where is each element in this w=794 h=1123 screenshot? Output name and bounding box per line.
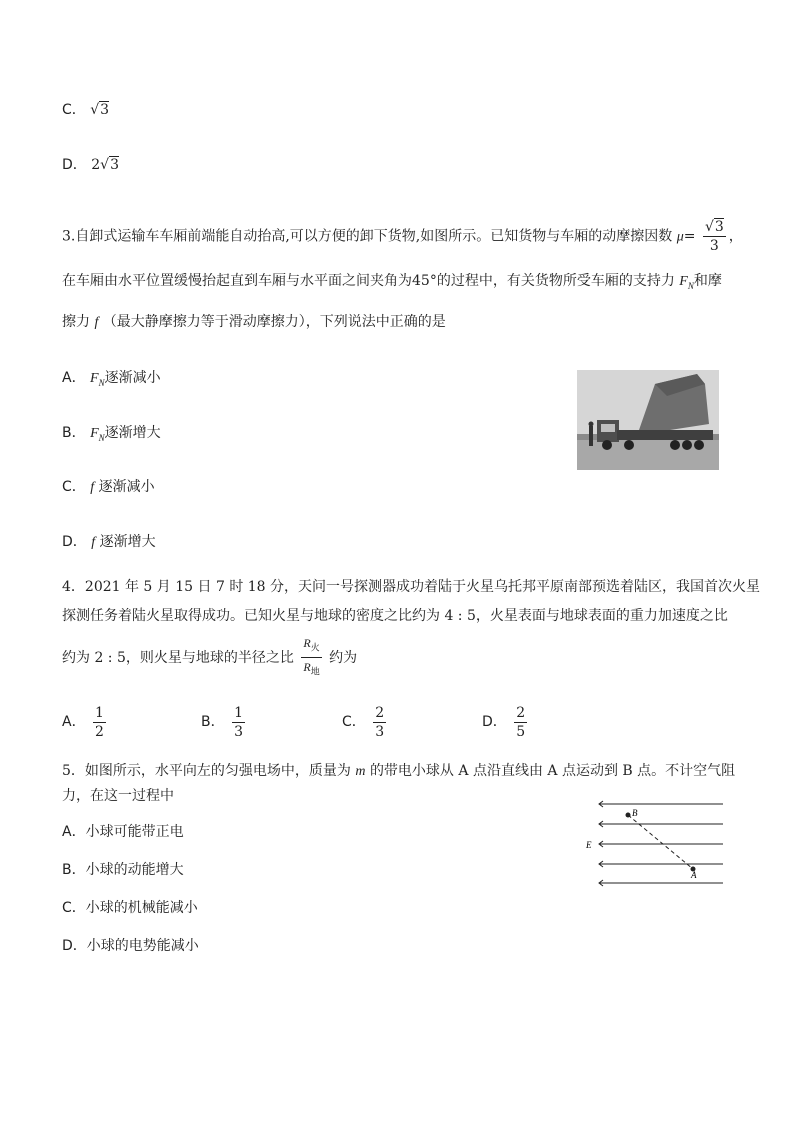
q5-text: 力，在这一过程中: [62, 788, 174, 804]
r-symbol: R: [303, 636, 311, 650]
option-label: B．: [201, 714, 225, 730]
point-b-dot: [626, 813, 631, 818]
option-text: 小球可能带正电: [85, 824, 184, 840]
option-subscript: N: [98, 377, 105, 388]
m-symbol: m: [355, 764, 366, 779]
q4-text: 4．2021 年 5 月 15 日 7 时 18 分，天问一号探测器成功着陆于火星乌托邦平原南部预选着陆区，我国首次火星: [62, 579, 761, 595]
q3-text: （最大静摩擦力等于滑动摩擦力），下列说法中正确的是: [102, 314, 446, 330]
option-fraction: [93, 704, 106, 741]
option-text: 小球的机械能减小: [85, 900, 198, 916]
option-label: C．: [62, 102, 86, 118]
q5-stem-line1: [62, 761, 735, 782]
sqrt-expression: √3: [90, 102, 110, 118]
wheel: [694, 440, 704, 450]
option-text: 逐渐减小: [98, 479, 155, 495]
option-label: D．: [482, 714, 507, 730]
wheel: [682, 440, 692, 450]
fn-subscript: N: [687, 280, 694, 291]
q4-stem-line3: [62, 634, 357, 682]
trajectory-line: [628, 815, 693, 869]
f-symbol: f: [94, 315, 99, 330]
cab-window: [601, 424, 615, 432]
option-variable: f: [90, 480, 95, 495]
q5-text: 5．如图所示，水平向左的匀强电场中，质量为: [62, 763, 351, 779]
q4-stem-line1: [62, 577, 760, 597]
fraction-numerator: 2: [516, 704, 526, 721]
fraction-numerator: √3: [704, 219, 724, 235]
fraction-denominator: [303, 658, 319, 681]
q3-stem-line3: [62, 312, 446, 333]
point-a-label: A: [691, 870, 697, 880]
fraction-denominator: 5: [516, 723, 526, 740]
fraction-numerator: 1: [234, 704, 243, 721]
q4-stem-line2: [62, 606, 728, 626]
q4-text: 约为 2 : 5，则火星与地球的半径之比: [62, 649, 294, 666]
option-text: 逐渐减小: [104, 370, 161, 386]
r-subscript: 地: [310, 667, 320, 678]
point-b-label: B: [632, 808, 638, 818]
comma: ，: [728, 228, 743, 245]
option-label: C．: [62, 900, 86, 916]
q5-option-d: [62, 936, 199, 956]
fraction-denominator: 3: [709, 238, 719, 254]
q3-option-a: [62, 368, 161, 393]
angle-value: 45°: [412, 273, 437, 289]
q5-option-c: [62, 898, 198, 918]
option-label: A．: [62, 714, 86, 730]
radicand: 3: [714, 219, 724, 235]
truck-chassis: [617, 430, 713, 440]
q3-option-b: [62, 423, 161, 448]
option-text: 小球的动能增大: [85, 862, 184, 878]
equals: =: [683, 228, 696, 245]
option-variable: f: [91, 535, 96, 550]
option-subscript: N: [98, 432, 105, 443]
q3-text: 3.自卸式运输车车厢前端能自动抬高,可以方便的卸下货物,如图所示。已知货物与车厢的动摩擦因数: [62, 228, 673, 245]
wheel: [670, 440, 680, 450]
option-variable: F: [90, 426, 99, 441]
radius-ratio-fraction: [301, 634, 321, 682]
fn-symbol: F: [679, 274, 688, 289]
q3-stem-line2: [62, 271, 722, 296]
option-label: D．: [62, 534, 87, 550]
option-fraction: [232, 704, 245, 741]
r-subscript: 火: [310, 643, 320, 654]
fraction-denominator: 2: [95, 723, 104, 740]
q5-option-b: [62, 860, 184, 880]
q4-text: 约为: [329, 649, 358, 666]
q3-option-c: [62, 477, 155, 498]
r-symbol: R: [303, 660, 311, 675]
q3-text: 擦力: [62, 314, 90, 330]
option-variable: F: [90, 371, 99, 386]
option-text: 逐渐增大: [104, 425, 161, 441]
sqrt-expression: √3: [100, 157, 119, 173]
q2-option-c: [62, 100, 109, 120]
option-label: B．: [62, 425, 86, 441]
radicand: 3: [110, 157, 119, 173]
q3-option-d: [62, 532, 156, 553]
wheel: [602, 440, 612, 450]
field-e-label: E: [586, 840, 592, 850]
option-fraction: [373, 704, 386, 741]
coefficient: 2: [91, 157, 101, 173]
fraction-numerator: 1: [95, 704, 104, 721]
option-label: C．: [62, 479, 86, 495]
q3-text: 的过程中，有关货物所受车厢的支持力: [436, 273, 675, 289]
option-label: D．: [62, 157, 87, 173]
mu-symbol: μ: [676, 229, 684, 245]
person: [589, 426, 593, 446]
fraction-denominator: 3: [375, 723, 385, 740]
dump-truck-photo: [577, 370, 719, 470]
q5-text: 的带电小球从 A 点沿直线由 A 点运动到 B 点。不计空气阻: [369, 763, 736, 779]
q4-text: 探测任务着陆火星取得成功。已知火星与地球的密度之比约为 4 : 5，火星表面与地球表面的重力加速度之比: [62, 608, 728, 624]
q4-option-c: [342, 703, 389, 741]
option-label: B．: [62, 862, 86, 878]
person-head: [589, 422, 594, 427]
fraction-numerator: [301, 634, 321, 658]
option-text: 小球的电势能减小: [86, 938, 199, 954]
option-text: 逐渐增大: [99, 534, 156, 550]
q4-option-b: [201, 703, 248, 741]
q5-option-a: [62, 822, 184, 842]
option-label: A．: [62, 370, 86, 386]
q5-stem-line2: [62, 786, 174, 806]
q3-text: 在车厢由水平位置缓慢抬起直到车厢与水平面之间夹角为: [62, 273, 412, 289]
option-label: C．: [342, 714, 366, 730]
radicand: 3: [100, 102, 110, 118]
option-label: A．: [62, 824, 86, 840]
fraction-denominator: 3: [234, 723, 243, 740]
q4-option-d: [482, 703, 530, 741]
fraction-numerator: 2: [375, 704, 385, 721]
electric-field-diagram: [585, 797, 725, 889]
wheel: [624, 440, 634, 450]
mu-fraction: [703, 218, 726, 255]
option-label: D．: [62, 938, 87, 954]
q3-stem-line1: [62, 218, 743, 255]
q4-option-a: [62, 703, 109, 741]
q3-text: 和摩: [693, 273, 722, 289]
q2-option-d: [62, 155, 119, 175]
option-fraction: [514, 704, 527, 741]
